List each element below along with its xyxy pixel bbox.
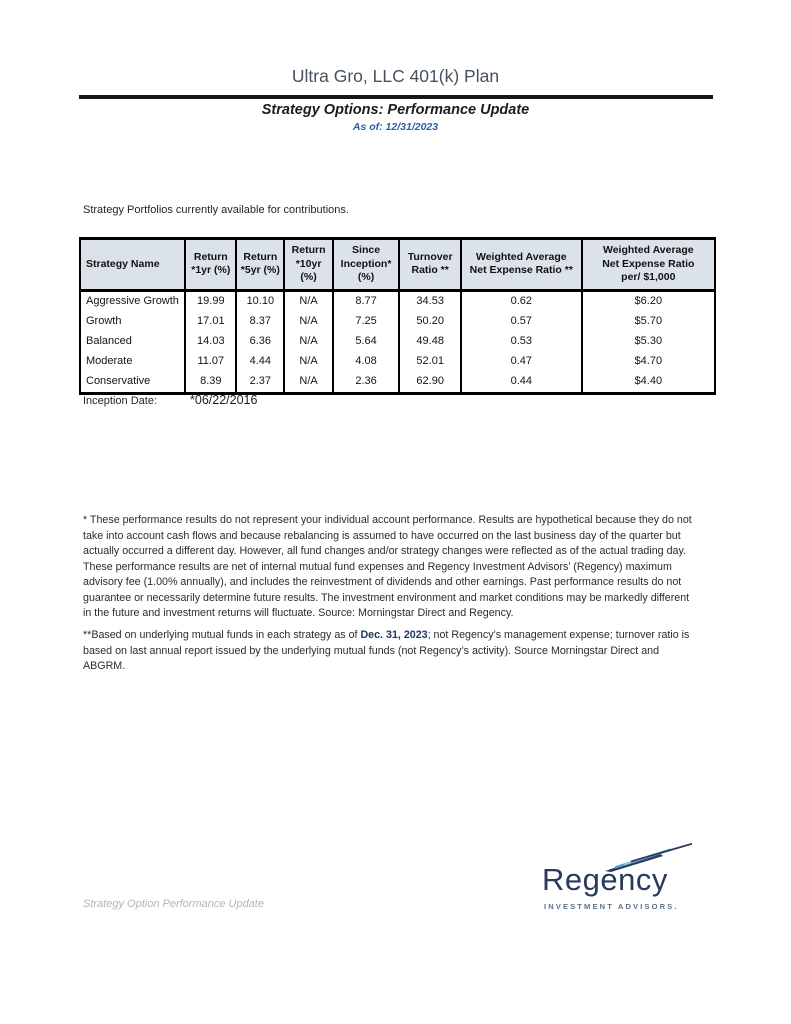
table-cell: Growth xyxy=(80,312,185,332)
turnover-disclaimer xyxy=(83,628,699,675)
table-cell: $5.30 xyxy=(582,332,715,352)
table-cell: 17.01 xyxy=(185,312,236,332)
table-cell: $4.40 xyxy=(582,372,715,394)
table-cell: 52.01 xyxy=(399,352,461,372)
table-cell: 0.53 xyxy=(461,332,582,352)
column-header-since-inception: Since Inception* (%) xyxy=(333,239,400,291)
table-row-balanced xyxy=(80,332,715,352)
table-cell: N/A xyxy=(284,312,332,332)
table-cell: 19.99 xyxy=(185,290,236,312)
table-cell: 0.44 xyxy=(461,372,582,394)
table-cell: Aggressive Growth xyxy=(80,290,185,312)
column-header-weighted-avg-ner-per-1000: Weighted Average Net Expense Ratio per/ $1,000 xyxy=(582,239,715,291)
table-cell: $4.70 xyxy=(582,352,715,372)
performance-table xyxy=(79,237,716,395)
table-row-growth xyxy=(80,312,715,332)
table-header-row xyxy=(80,239,715,291)
table-cell: N/A xyxy=(284,290,332,312)
as-of-date: As of: 12/31/2023 xyxy=(352,121,439,133)
footer-page-label: Strategy Option Performance Update xyxy=(83,898,264,910)
table-cell: 0.47 xyxy=(461,352,582,372)
table-cell: 8.39 xyxy=(185,372,236,394)
table-cell: 4.44 xyxy=(236,352,284,372)
table-cell: 0.57 xyxy=(461,312,582,332)
logo-wordmark: Regency xyxy=(542,862,668,897)
title-divider xyxy=(79,95,713,99)
column-header-return-10yr: Return *10yr (%) xyxy=(284,239,332,291)
table-row-aggressive-growth xyxy=(80,290,715,312)
column-header-turnover-ratio: Turnover Ratio ** xyxy=(399,239,461,291)
plan-title: Ultra Gro, LLC 401(k) Plan xyxy=(291,66,500,86)
table-cell: 11.07 xyxy=(185,352,236,372)
table-cell: 8.37 xyxy=(236,312,284,332)
table-cell: 49.48 xyxy=(399,332,461,352)
turnover-disclaimer-after: ; not Regency’s management expense; turnover ratio is based on last annual report issued by the underlying mutual funds (not Regency’s activity). Source Morningstar Direct and ABGRM. xyxy=(83,629,690,673)
table-cell: 2.36 xyxy=(333,372,400,394)
table-row-moderate xyxy=(80,352,715,372)
performance-disclaimer: * These performance results do not represent your individual account performance. Results are hypothetical because they do not take into account cash flows and because rebalancing is assumed to have occurred on the last business day of the quarter but actually occurred a different day. However, all fund changes and/or strategy changes were reflected as of the actual trading day. These performance results are net of internal mutual fund expenses and Regency Investment Advisors’ (Regency) maximum advisory fee (1.00% annually), and includes the reinvestment of dividends and other earnings. Past performance results do not guarantee or necessarily determine future results. The investment environment and market conditions may be markedly different in the future and investment returns will fluctuate. Source: Morningstar Direct and Regency. xyxy=(83,514,692,620)
regency-logo xyxy=(542,842,722,917)
turnover-disclaimer-date: Dec. 31, 2023 xyxy=(360,629,428,641)
table-cell: N/A xyxy=(284,332,332,352)
column-header-weighted-avg-ner: Weighted Average Net Expense Ratio ** xyxy=(461,239,582,291)
table-cell: 7.25 xyxy=(333,312,400,332)
table-cell: 8.77 xyxy=(333,290,400,312)
table-cell: 34.53 xyxy=(399,290,461,312)
table-cell: 0.62 xyxy=(461,290,582,312)
logo-tagline: INVESTMENT ADVISORS. xyxy=(544,902,679,911)
table-cell: 14.03 xyxy=(185,332,236,352)
table-cell: 50.20 xyxy=(399,312,461,332)
intro-text: Strategy Portfolios currently available for contributions. xyxy=(83,204,349,216)
inception-date-value: *06/22/2016 xyxy=(190,393,258,407)
document-subtitle: Strategy Options: Performance Update xyxy=(261,102,530,118)
table-cell: N/A xyxy=(284,372,332,394)
table-row-conservative xyxy=(80,372,715,394)
table-cell: 4.08 xyxy=(333,352,400,372)
column-header-strategy-name: Strategy Name xyxy=(80,239,185,291)
table-cell: 10.10 xyxy=(236,290,284,312)
table-cell: 6.36 xyxy=(236,332,284,352)
table-cell: 5.64 xyxy=(333,332,400,352)
table-cell: $6.20 xyxy=(582,290,715,312)
column-header-return-1yr: Return *1yr (%) xyxy=(185,239,236,291)
table-cell: 2.37 xyxy=(236,372,284,394)
table-cell: N/A xyxy=(284,352,332,372)
table-cell: Conservative xyxy=(80,372,185,394)
turnover-disclaimer-before: **Based on underlying mutual funds in each strategy as of xyxy=(83,629,361,641)
table-cell: Moderate xyxy=(80,352,185,372)
table-cell: $5.70 xyxy=(582,312,715,332)
inception-date-label: Inception Date: xyxy=(83,395,157,407)
column-header-return-5yr: Return *5yr (%) xyxy=(236,239,284,291)
table-cell: 62.90 xyxy=(399,372,461,394)
table-cell: Balanced xyxy=(80,332,185,352)
